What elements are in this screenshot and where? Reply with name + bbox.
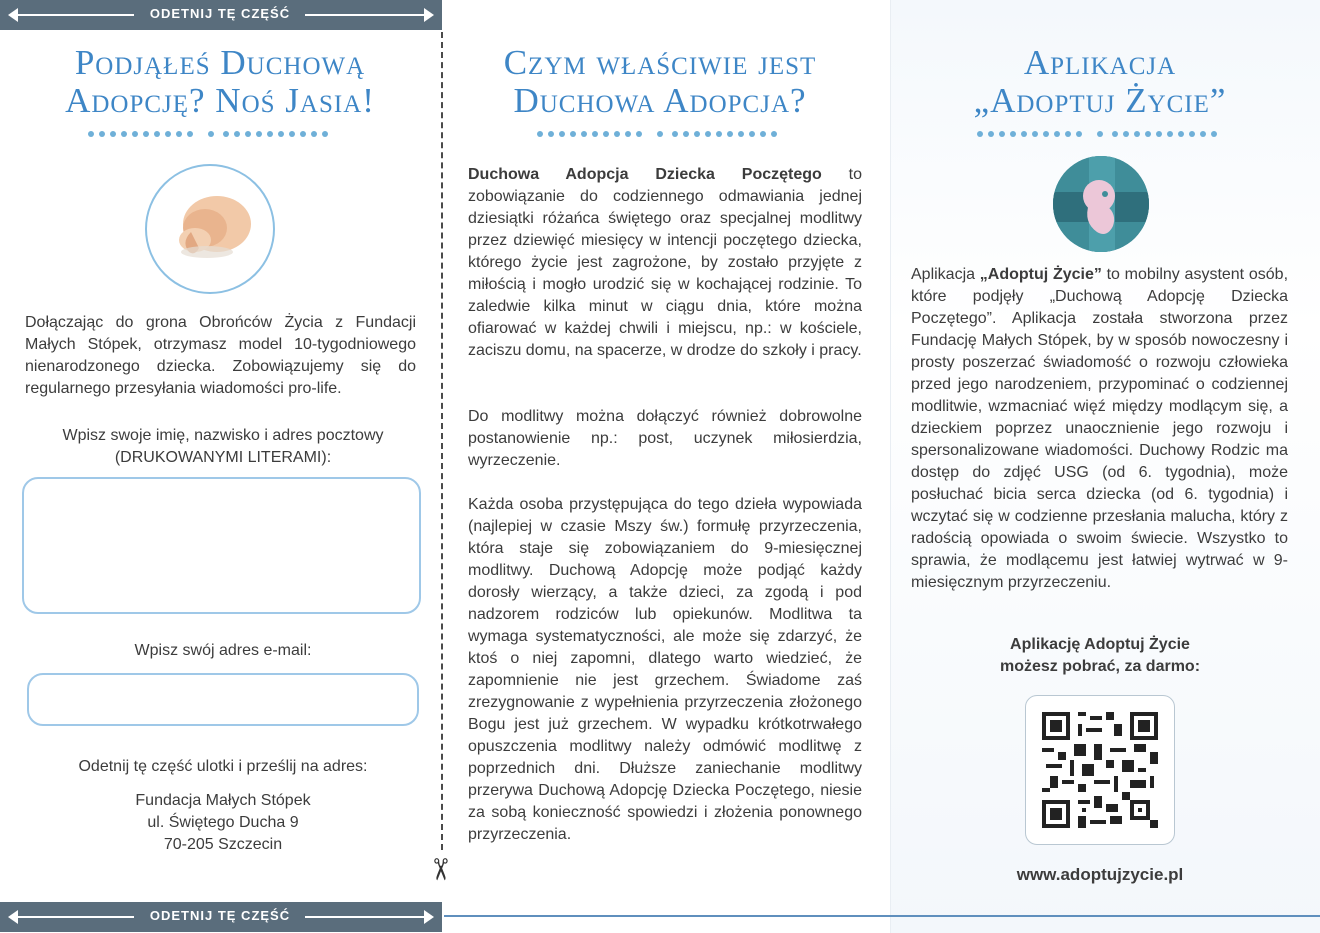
download-line2: możesz pobrać, za darmo: — [999, 658, 1201, 675]
cut-label: ODETNIJ TĘ CZĘŚĆ — [149, 6, 291, 21]
divider-dot — [694, 131, 700, 137]
divider-dot — [1178, 131, 1184, 137]
divider-dot — [208, 131, 214, 137]
send-prompt: Odetnij tę część ulotki i prześlij na adres: — [78, 758, 368, 775]
cut-line — [14, 916, 134, 918]
divider-dot — [1076, 131, 1082, 137]
cut-line — [14, 14, 134, 16]
arrow-right-icon — [424, 8, 434, 22]
divider-dot — [223, 131, 229, 137]
postal-address — [15, 790, 431, 856]
left-title — [10, 44, 430, 120]
left-title-line2: Adopcję? Noś Jasia! — [65, 81, 375, 120]
qr-code-frame[interactable] — [1025, 695, 1175, 845]
divider-dot — [121, 131, 127, 137]
divider-dot — [672, 131, 678, 137]
divider-dot — [683, 131, 689, 137]
address-line3: 70-205 Szczecin — [163, 836, 283, 853]
bottom-rule — [444, 915, 1320, 917]
divider-dot — [760, 131, 766, 137]
divider-dot — [1134, 131, 1140, 137]
divider-dot — [88, 131, 94, 137]
website-link[interactable]: www.adoptujzycie.pl — [1016, 865, 1184, 884]
scissors-icon: ✂ — [423, 856, 457, 883]
divider-dot — [165, 131, 171, 137]
divider-dot — [1021, 131, 1027, 137]
middle-title-line1: Czym właściwie jest — [503, 43, 817, 82]
divider-dot — [99, 131, 105, 137]
divider-dot — [559, 131, 565, 137]
divider-dot — [300, 131, 306, 137]
address-line1: Fundacja Małych Stópek — [135, 792, 311, 809]
cut-strip-top — [0, 0, 442, 30]
divider-dot — [154, 131, 160, 137]
qr-code[interactable] — [1042, 712, 1158, 828]
divider-dot — [256, 131, 262, 137]
right-p1-prefix: Aplikacja — [911, 266, 980, 283]
cut-dashed-line — [441, 32, 443, 850]
divider-dot — [716, 131, 722, 137]
divider-dot — [1189, 131, 1195, 137]
divider-dot — [705, 131, 711, 137]
divider-dot — [1097, 131, 1103, 137]
right-title — [895, 44, 1305, 120]
divider-dot — [636, 131, 642, 137]
divider-dot — [322, 131, 328, 137]
dot-divider — [537, 131, 787, 139]
cut-line — [305, 14, 425, 16]
divider-dot — [1112, 131, 1118, 137]
divider-dot — [1010, 131, 1016, 137]
divider-dot — [278, 131, 284, 137]
divider-dot — [1156, 131, 1162, 137]
divider-dot — [110, 131, 116, 137]
divider-dot — [245, 131, 251, 137]
divider-dot — [143, 131, 149, 137]
middle-p1-rest: to zobowiązanie do codziennego odmawiania jednej dziesiątki różańca świętego oraz specjalnej modlitwy przez dziewięć miesięcy w intencji poczętego dziecka, którego życie jest zagrożone, by zostało przyjęte z miłością i mogło urodzić się w kochającej rodzinie. To zaledwie kilka minut w ciągu dnia, które można ofiarować w każdej chwili i miejscu, np.: w kościele, zaciszu domu, na spacerze, w drodze do szkoły i pracy. — [468, 166, 862, 359]
divider-dot — [234, 131, 240, 137]
email-prompt: Wpisz swój adres e-mail: — [134, 642, 312, 659]
divider-dot — [592, 131, 598, 137]
address-prompt-line1: Wpisz swoje imię, nazwisko i adres pocztowy — [62, 427, 384, 444]
right-title-line1: Aplikacja — [1023, 43, 1177, 82]
divider-dot — [1145, 131, 1151, 137]
divider-dot — [771, 131, 777, 137]
divider-dot — [570, 131, 576, 137]
right-p1-rest: to mobilny asystent osób, które podjęły „Duchową Adopcję Dziecka Poczętego”. Aplikacja została stworzona przez Fundację Małych Stópek, by w sposób nowoczesny i prosty poszerzać świadomość o rozwoju człowieka przed jego narodzeniem, przypominać o codziennej modlitwie, wzmacniać więź między modlącym się, a dzieckiem poprzez unaocznienie jego rozwoju i spersonalizowane wiadomości. Duchowy Rodzic ma dostęp do zdjęć USG (od 6. tygodnia), może posłuchać bicia serca dziecka (od 6. tygodnia) i wczytać się w codzienne przesłania malucha, który z radością opowiada o swoim świecie. Wszystko to sprawia, że modlącemu jest łatwiej wytrwać w 9-miesięcznym przyrzeczeniu. — [911, 266, 1289, 591]
baby-model-image — [145, 164, 275, 294]
dot-divider — [977, 131, 1227, 139]
divider-dot — [988, 131, 994, 137]
middle-paragraph-2: Do modlitwy można dołączyć również dobrowolne postanowienie np.: post, uczynek miłosierdzia, wyrzeczenie. — [468, 408, 862, 469]
divider-dot — [187, 131, 193, 137]
divider-dot — [537, 131, 543, 137]
middle-paragraph-1 — [468, 164, 862, 362]
divider-dot — [548, 131, 554, 137]
divider-dot — [581, 131, 587, 137]
right-paragraph — [911, 264, 1288, 594]
download-note — [900, 634, 1300, 678]
divider-dot — [999, 131, 1005, 137]
divider-dot — [738, 131, 744, 137]
divider-dot — [1211, 131, 1217, 137]
divider-dot — [132, 131, 138, 137]
address-line2: ul. Świętego Ducha 9 — [147, 814, 299, 831]
right-p1-bold: „Adoptuj Życie” — [979, 266, 1102, 283]
divider-dot — [1054, 131, 1060, 137]
middle-title — [455, 44, 865, 120]
divider-dot — [727, 131, 733, 137]
download-line1: Aplikację Adoptuj Życie — [1010, 636, 1190, 653]
middle-paragraph-3: Każda osoba przystępująca do tego dzieła wypowiada (najlepiej w czasie Mszy św.) formułę przyrzeczenia, która staje się zobowiązaniem do 9-miesięcznej modlitwy. Duchową Adopcję może podjąć każdy dorosły wierzący, a także dzieci, za zgodą i pod nadzorem rodziców lub opiekunów. Modlitwa ta wymaga systematyczności, ale może się zdarzyć, że ktoś o niej zapomni, dlatego warto wiedzieć, że zapomnienie nie jest grzechem. Świadome zaś zrezygnowanie z wypełnienia przyrzeczenia złożonego Bogu jest już grzechem. W wypadku krótkotrwałego opuszczenia modlitwy należy odmówić modlitwę z poprzednich dni. Dłuższe zaniechanie modlitwy przerywa Duchową Adopcję Dziecka Poczętego, niesie za sobą konieczność spowiedzi i złożenia ponownego przyrzeczenia. — [468, 496, 862, 843]
arrow-right-icon — [424, 910, 434, 924]
divider-dot — [267, 131, 273, 137]
divider-dot — [977, 131, 983, 137]
email-field[interactable] — [27, 673, 419, 726]
divider-dot — [176, 131, 182, 137]
postal-address-field[interactable] — [22, 477, 421, 614]
divider-dot — [1123, 131, 1129, 137]
cut-label: ODETNIJ TĘ CZĘŚĆ — [149, 908, 291, 923]
divider-dot — [1043, 131, 1049, 137]
right-title-line2: „Adoptuj Życie” — [973, 81, 1227, 120]
divider-dot — [289, 131, 295, 137]
middle-p1-bold: Duchowa Adopcja Dziecka Poczętego — [468, 166, 822, 183]
address-prompt — [15, 425, 431, 469]
divider-dot — [625, 131, 631, 137]
panel-divider — [890, 0, 891, 933]
address-prompt-line2: (DRUKOWANYMI LITERAMI): — [114, 449, 332, 466]
divider-dot — [1167, 131, 1173, 137]
divider-dot — [1200, 131, 1206, 137]
dot-divider — [88, 131, 338, 139]
divider-dot — [603, 131, 609, 137]
divider-dot — [311, 131, 317, 137]
divider-dot — [657, 131, 663, 137]
divider-dot — [1065, 131, 1071, 137]
divider-dot — [614, 131, 620, 137]
divider-dot — [1032, 131, 1038, 137]
left-title-line1: Podjąłeś Duchową — [74, 43, 366, 82]
left-intro: Dołączając do grona Obrońców Życia z Fundacji Małych Stópek, otrzymasz model 10-tygodniowego nienarodzonego dziecka. Zobowiązujemy się do regularnego przesyłania wiadomości pro-life. — [25, 314, 416, 397]
app-logo-icon — [1053, 156, 1149, 252]
cut-line — [305, 916, 425, 918]
divider-dot — [749, 131, 755, 137]
middle-title-line2: Duchowa Adopcja? — [513, 81, 807, 120]
cut-strip-bottom — [0, 902, 442, 932]
